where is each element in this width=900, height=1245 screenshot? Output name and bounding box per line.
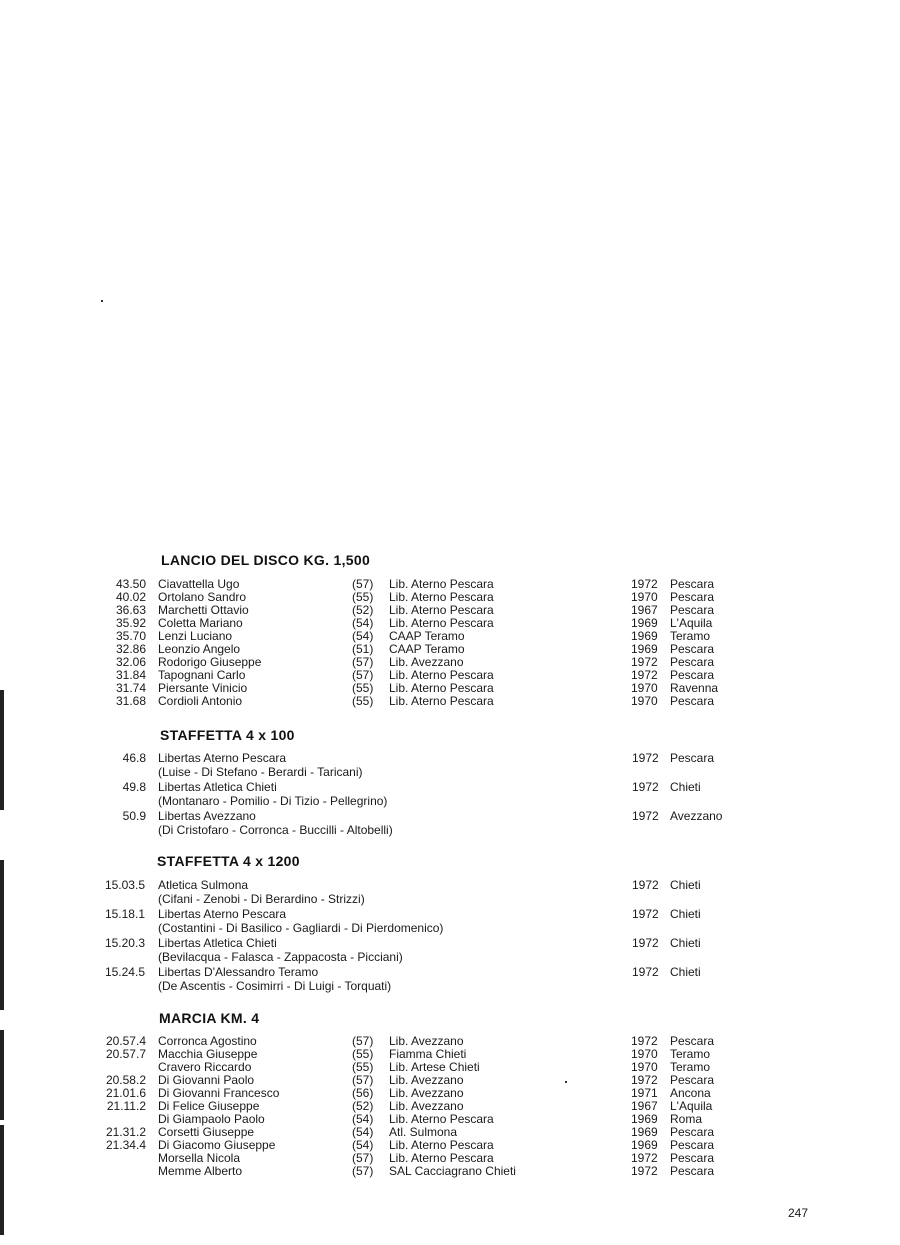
year: 1970 (631, 694, 658, 708)
year: 1969 (631, 1112, 658, 1126)
relay-entry (0, 809, 900, 837)
team-name: Libertas Aterno Pescara (158, 907, 287, 921)
page-number: 247 (788, 1206, 809, 1220)
birth-year: (57) (352, 655, 374, 669)
athlete-name: Di Giovanni Paolo (158, 1073, 255, 1087)
city: Pescara (670, 1125, 715, 1139)
relay-entry (0, 878, 900, 906)
result-value: 35.92 (115, 616, 146, 630)
result-value: 15.24.5 (104, 965, 145, 979)
city: Teramo (670, 1047, 711, 1061)
athlete-name: Morsella Nicola (158, 1151, 241, 1165)
birth-year: (56) (352, 1086, 374, 1100)
year: 1970 (631, 1060, 658, 1074)
athlete-name: Rodorigo Giuseppe (158, 655, 262, 669)
birth-year: (55) (352, 681, 374, 695)
team-members: (Bevilacqua - Falasca - Zappacosta - Picciani) (158, 950, 403, 964)
athlete-name: Di Giampaolo Paolo (158, 1112, 265, 1126)
city: Pescara (670, 1073, 715, 1087)
year: 1969 (631, 1125, 658, 1139)
city: Roma (670, 1112, 703, 1126)
city: Teramo (670, 1060, 711, 1074)
ink-speck (101, 300, 103, 302)
result-value: 21.34.4 (105, 1138, 146, 1152)
result-value: 35.70 (115, 629, 146, 643)
birth-year: (54) (352, 1112, 374, 1126)
year: 1972 (632, 936, 659, 950)
year: 1969 (631, 642, 658, 656)
year: 1972 (631, 577, 658, 591)
club-name: Lib. Avezzano (389, 1086, 464, 1100)
year: 1972 (632, 965, 659, 979)
result-value: 31.68 (115, 694, 146, 708)
year: 1970 (631, 590, 658, 604)
city: Pescara (670, 1138, 715, 1152)
birth-year: (55) (352, 694, 374, 708)
club-name: Lib. Aterno Pescara (389, 1112, 494, 1126)
result-value: 32.06 (115, 655, 146, 669)
birth-year: (52) (352, 603, 374, 617)
athlete-name: Di Felice Giuseppe (158, 1099, 260, 1113)
team-name: Libertas Avezzano (158, 809, 256, 823)
year: 1967 (631, 603, 658, 617)
team-name: Libertas Atletica Chieti (158, 780, 277, 794)
city: Pescara (670, 577, 715, 591)
result-value: 49.8 (122, 780, 146, 794)
year: 1972 (632, 751, 659, 765)
team-members: (Costantini - Di Basilico - Gagliardi - Di Pierdomenico) (158, 921, 444, 935)
relay-entry (0, 751, 900, 779)
result-value: 20.58.2 (105, 1073, 146, 1087)
result-value: 21.31.2 (105, 1125, 146, 1139)
year: 1969 (631, 629, 658, 643)
city: Pescara (670, 603, 715, 617)
birth-year: (55) (352, 1047, 374, 1061)
birth-year: (55) (352, 1060, 374, 1074)
club-name: CAAP Teramo (389, 629, 465, 643)
club-name: Lib. Avezzano (389, 1034, 464, 1048)
athlete-name: Tapognani Carlo (158, 668, 246, 682)
birth-year: (57) (352, 1073, 374, 1087)
city: L'Aquila (670, 616, 713, 630)
city: Chieti (670, 780, 701, 794)
result-value: 20.57.7 (105, 1047, 146, 1061)
year: 1970 (631, 1047, 658, 1061)
club-name: Lib. Aterno Pescara (389, 577, 494, 591)
club-name: Lib. Aterno Pescara (389, 590, 494, 604)
city: Pescara (670, 1034, 715, 1048)
city: Pescara (670, 590, 715, 604)
birth-year: (54) (352, 1138, 374, 1152)
city: Chieti (670, 936, 701, 950)
birth-year: (57) (352, 1164, 374, 1178)
city: Pescara (670, 1151, 715, 1165)
athlete-name: Corsetti Giuseppe (158, 1125, 255, 1139)
year: 1969 (631, 1138, 658, 1152)
city: Pescara (670, 655, 715, 669)
birth-year: (57) (352, 577, 374, 591)
result-value: 46.8 (122, 751, 146, 765)
team-name: Libertas D'Alessandro Teramo (158, 965, 319, 979)
team-members: (Montanaro - Pomilio - Di Tizio - Pellegrino) (158, 794, 388, 808)
result-value: 50.9 (122, 809, 146, 823)
athlete-name: Coletta Mariano (158, 616, 243, 630)
birth-year: (57) (352, 1151, 374, 1165)
club-name: Lib. Artese Chieti (389, 1060, 480, 1074)
birth-year: (54) (352, 616, 374, 630)
athlete-name: Memme Alberto (158, 1164, 243, 1178)
result-value: 20.57.4 (105, 1034, 146, 1048)
year: 1970 (631, 681, 658, 695)
athlete-name: Piersante Vinicio (158, 681, 248, 695)
athlete-name: Ortolano Sandro (158, 590, 247, 604)
club-name: Fiamma Chieti (389, 1047, 467, 1061)
year: 1972 (631, 1073, 658, 1087)
table-row (0, 695, 900, 708)
team-name: Atletica Sulmona (158, 878, 249, 892)
city: Avezzano (670, 809, 723, 823)
club-name: Lib. Avezzano (389, 1099, 464, 1113)
athlete-name: Corronca Agostino (158, 1034, 257, 1048)
city: Pescara (670, 1164, 715, 1178)
birth-year: (55) (352, 590, 374, 604)
city: Pescara (670, 751, 715, 765)
result-value: 15.18.1 (104, 907, 145, 921)
section-title-staffetta-1200: STAFFETTA 4 x 1200 (157, 853, 300, 869)
result-value: 31.74 (115, 681, 146, 695)
city: Chieti (670, 965, 701, 979)
city: Teramo (670, 629, 711, 643)
result-value: 40.02 (115, 590, 146, 604)
team-members: (De Ascentis - Cosimirri - Di Luigi - Torquati) (158, 979, 392, 993)
birth-year: (57) (352, 1034, 374, 1048)
athlete-name: Lenzi Luciano (158, 629, 233, 643)
relay-entry (0, 780, 900, 808)
relay-entry (0, 965, 900, 993)
club-name: Lib. Avezzano (389, 1073, 464, 1087)
year: 1972 (632, 780, 659, 794)
birth-year: (52) (352, 1099, 374, 1113)
birth-year: (57) (352, 668, 374, 682)
club-name: Lib. Aterno Pescara (389, 681, 494, 695)
club-name: Lib. Aterno Pescara (389, 694, 494, 708)
athlete-name: Di Giovanni Francesco (158, 1086, 280, 1100)
table-row (0, 1165, 900, 1178)
city: Pescara (670, 642, 715, 656)
year: 1972 (632, 907, 659, 921)
team-members: (Di Cristofaro - Corronca - Buccilli - Altobelli) (158, 823, 393, 837)
relay-entry (0, 907, 900, 935)
year: 1972 (631, 668, 658, 682)
team-members: (Cifani - Zenobi - Di Berardino - Strizzi) (158, 892, 365, 906)
club-name: CAAP Teramo (389, 642, 465, 656)
athlete-name: Cordioli Antonio (158, 694, 243, 708)
city: Ancona (670, 1086, 711, 1100)
section-title-staffetta-100: STAFFETTA 4 x 100 (160, 727, 295, 743)
relay-entry (0, 936, 900, 964)
team-name: Libertas Atletica Chieti (158, 936, 277, 950)
athlete-name: Ciavattella Ugo (158, 577, 240, 591)
result-value: 43.50 (115, 577, 146, 591)
year: 1972 (631, 1151, 658, 1165)
athlete-name: Cravero Riccardo (158, 1060, 252, 1074)
club-name: Lib. Aterno Pescara (389, 1151, 494, 1165)
birth-year: (51) (352, 642, 374, 656)
club-name: Lib. Aterno Pescara (389, 1138, 494, 1152)
city: Pescara (670, 668, 715, 682)
athlete-name: Marchetti Ottavio (158, 603, 249, 617)
city: Ravenna (670, 681, 719, 695)
year: 1967 (631, 1099, 658, 1113)
result-value: 31.84 (115, 668, 146, 682)
year: 1972 (631, 1164, 658, 1178)
club-name: Lib. Aterno Pescara (389, 668, 494, 682)
result-value: 15.03.5 (104, 878, 145, 892)
result-value: 32.86 (115, 642, 146, 656)
result-value: 21.01.6 (105, 1086, 146, 1100)
city: L'Aquila (670, 1099, 713, 1113)
athlete-name: Macchia Giuseppe (158, 1047, 258, 1061)
birth-year: (54) (352, 629, 374, 643)
year: 1972 (632, 809, 659, 823)
birth-year: (54) (352, 1125, 374, 1139)
year: 1972 (631, 655, 658, 669)
year: 1971 (631, 1086, 658, 1100)
result-value: 15.20.3 (104, 936, 145, 950)
club-name: Lib. Aterno Pescara (389, 616, 494, 630)
club-name: SAL Cacciagrano Chieti (389, 1164, 516, 1178)
city: Chieti (670, 878, 701, 892)
club-name: Lib. Avezzano (389, 655, 464, 669)
city: Pescara (670, 694, 715, 708)
year: 1969 (631, 616, 658, 630)
section-title-disco: LANCIO DEL DISCO KG. 1,500 (161, 552, 371, 568)
year: 1972 (632, 878, 659, 892)
section-title-marcia: MARCIA KM. 4 (159, 1010, 260, 1026)
year: 1972 (631, 1034, 658, 1048)
athlete-name: Leonzio Angelo (158, 642, 241, 656)
athlete-name: Di Giacomo Giuseppe (158, 1138, 276, 1152)
club-name: Atl. Sulmona (389, 1125, 458, 1139)
team-name: Libertas Aterno Pescara (158, 751, 287, 765)
result-value: 36.63 (115, 603, 146, 617)
team-members: (Luise - Di Stefano - Berardi - Taricani) (158, 765, 363, 779)
result-value: 21.11.2 (106, 1099, 146, 1113)
city: Chieti (670, 907, 701, 921)
club-name: Lib. Aterno Pescara (389, 603, 494, 617)
